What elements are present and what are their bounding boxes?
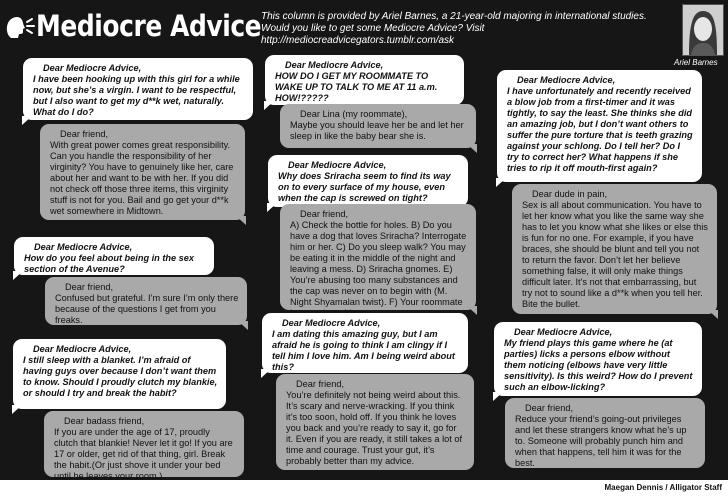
portrait-caption: Ariel Barnes (674, 58, 718, 67)
column-title: Mediocre Advice (36, 9, 262, 43)
bubble-tail (493, 392, 503, 401)
answer-bubble (512, 184, 717, 314)
answer-greeting: Dear friend, (60, 129, 109, 139)
question-greeting: Dear Mediocre Advice, (34, 242, 133, 252)
answer-text: Reduce your friend’s going-out privileges and let these strangers know what he’s up to. Someone will probably punch him and when that happens, tell him it was for the best. (515, 414, 687, 468)
bubble-tail (467, 306, 477, 315)
question-text: I have unfortunately and recently received a blow job from a first-timer and it was tightly, to say the least. She thinks she did an amazing job, but I don’t want others to suffer the pure torture that is teeth grazing against your schlong. Do I tell her? Do I try to correct her? What happens if she tries to rip it off mouth-first again? (507, 86, 693, 173)
question-greeting: Dear Mediocre Advice, (517, 75, 616, 85)
answer-text: If you are under the age of 17, proudly clutch that blankie! Never let it go! If you are 17 or older, get rid of that thing, girl. Break the habit.(Or just shove it under your bed until he leaves your room.) (54, 427, 233, 480)
answer-bubble (280, 204, 476, 310)
question-greeting: Dear Mediocre Advice, (514, 327, 613, 337)
answer-greeting: Dear friend, (525, 403, 574, 413)
answer-bubble (44, 411, 244, 480)
question-greeting: Dear Mediocre Advice, (285, 60, 384, 70)
bubble-tail (12, 405, 22, 414)
question-bubble (265, 55, 464, 105)
question-bubble (262, 313, 468, 373)
bubble-tail (261, 369, 271, 378)
question-greeting: Dear Mediocre Advice, (43, 63, 142, 73)
bubble-tail (467, 144, 477, 153)
question-text: I still sleep with a blanket. I’m afraid of having guys over because I don’t want them to know. Should I proudly clutch my blankie, or should I try and break the habit? (23, 355, 218, 398)
bubble-tail (236, 216, 246, 225)
answer-bubble (505, 398, 705, 468)
question-greeting: Dear Mediocre Advice, (282, 318, 381, 328)
answer-text: You’re definitely not being weird about this. It’s scary and nerve-wracking. If you think it’s too soon, hold off. If you think he loves you back and you’re ready to say it, go for it. Even if you are ready, it still takes a lot of time and courage. Trust your gut, it’s probably better than my advice. (286, 390, 463, 466)
question-bubble (497, 70, 702, 182)
answer-greeting: Dear dude in pain, (532, 189, 608, 199)
bubble-tail (13, 271, 23, 280)
question-bubble (268, 155, 468, 207)
answer-greeting: Dear friend, (296, 379, 345, 389)
question-text: I am dating this amazing guy, but I am afraid he is going to think I am clingy if I tell him I love him. Am I being weird about this? (272, 329, 455, 372)
question-bubble (494, 322, 702, 396)
bubble-tail (708, 310, 718, 319)
question-bubble (14, 237, 214, 275)
question-greeting: Dear Mediocre Advice, (288, 160, 387, 170)
bubble-tail (496, 178, 506, 187)
answer-greeting: Dear friend, (300, 209, 349, 219)
talking-head-icon (5, 14, 35, 40)
answer-text: Sex is all about communication. You have to let her know what you like the same way she has to let you know what she likes or else this is fun for no one. For example, if you have braces, she should be blunt and tell you not to return the favor. Don’t let her believe something false, it will only make things difficult later. It’s not that embarrassing, but try not to sound like a d**k when you tell her. Bite the bullet. (522, 200, 708, 309)
author-portrait (682, 4, 724, 56)
answer-bubble (40, 124, 245, 220)
question-greeting: Dear Mediocre Advice, (33, 344, 132, 354)
answer-bubble (276, 374, 474, 470)
answer-greeting: Dear badass friend, (64, 416, 145, 426)
answer-bubble (280, 104, 476, 148)
column-intro: This column is provided by Ariel Barnes, a 21-year-old majoring in international studies. Would you like to get some Mediocre Advice? Visit http://mediocreadvicegators.tumblr.com/ask (261, 11, 647, 46)
bubble-tail (22, 116, 32, 125)
bubble-tail (238, 321, 248, 330)
question-text: Why does Sriracha seem to find its way on to every surface of my house, even when the cap is screwed on tight? (278, 171, 451, 203)
answer-text: Maybe you should leave her be and let her sleep in like the baby bear she is. (290, 120, 464, 141)
answer-text: With great power comes great responsibility. Can you handle the responsibility of her virginity? You have to genuinely like her, care about her and want to be with her. If you did not check off those three items, this virginity stuff is not for you. Bail and go get your d**k wet somewhere in Midtown. (50, 140, 234, 216)
answer-text: Confused but grateful. I’m sure I’m only there because of the questions I get from you freaks. (55, 293, 239, 325)
answer-greeting: Dear friend, (65, 282, 114, 292)
answer-text: A) Check the bottle for holes. B) Do you have a dog that loves Sriracha? Interrogate him or her. C) Do you sleep walk? You may be eating it in the middle of the night and leaving a mess. D) Sriracha gnomes. E) You’re abusing too many substances and the cap was never on to begin with (M. Night Shyamalan twist). F) Your roommate (290, 220, 467, 307)
question-text: HOW DO I GET MY ROOMMATE TO WAKE UP TO TALK TO ME AT 11 a.m. HOW!????? (275, 71, 438, 103)
answer-bubble (45, 277, 247, 325)
question-bubble (23, 58, 253, 120)
answer-greeting: Dear Lina (my roommate), (300, 109, 408, 119)
question-text: How do you feel about being in the sex section of the Avenue? (24, 253, 194, 274)
question-text: I have been hooking up with this girl for a while now, but she’s a virgin. I want to be respectful, but I also want to get my d**k wet, naturally. What do I do? (33, 74, 240, 117)
photo-credit: Maegan Dennis / Alligator Staff (604, 483, 722, 492)
question-text: My friend plays this game where he (at parties) licks a persons elbow without them noticing (elbows have very little sensitivity). Is this weird? How do I prevent such an elbow-licking? (504, 338, 693, 392)
question-bubble (13, 339, 226, 409)
bubble-tail (264, 101, 274, 110)
bubble-tail (267, 203, 277, 212)
